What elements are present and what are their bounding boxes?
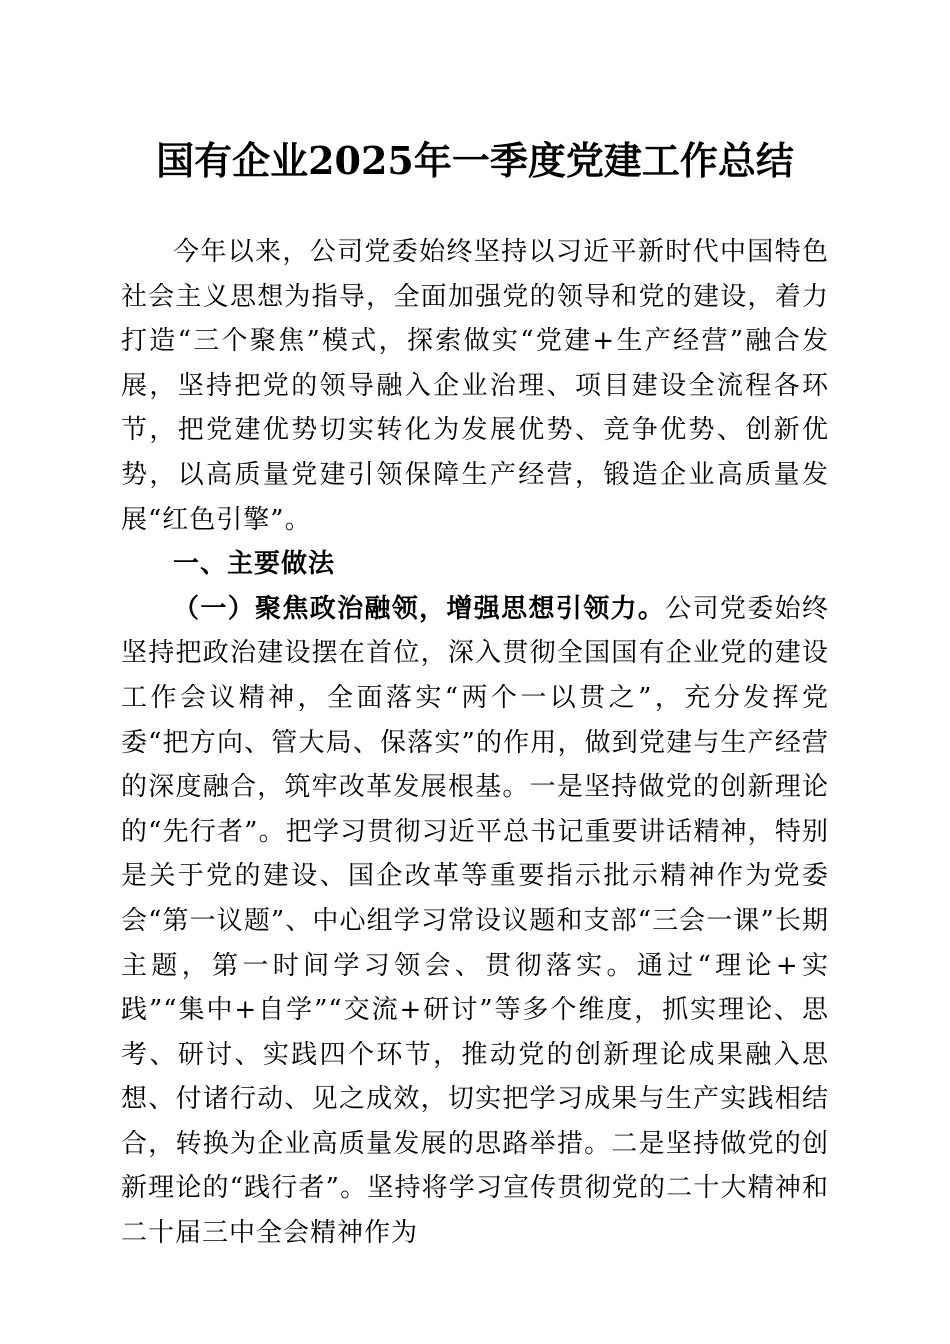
intro-paragraph: 今年以来，公司党委始终坚持以习近平新时代中国特色社会主义思想为指导，全面加强党的领导和党的建设，着力打造“三个聚焦”模式，探索做实“党建+生产经营”融合发展，坚持把党的领导融入企业治理、项目建设全流程各环节，把党建优势切实转化为发展优势、竞争优势、创新优势，以高质量党建引领保障生产经营，锻造企业高质量发展“红色引擎”。 (121, 237, 829, 535)
section-heading: 一、主要做法 (173, 549, 336, 580)
subsection-body: 公司党委始终坚持把政治建设摆在首位，深入贯彻全国国有企业党的建设工作会议精神，全面落实“两个一以贯之”，充分发挥党委“把方向、管大局、保落实”的作用，做到党建与生产经营的深度融合，筑牢改革发展根基。一是坚持做党的创新理论的“先行者”。把学习贯彻习近平总书记重要讲话精神，特别是关于党的建设、国企改革等重要指示批示精神作为党委会“第一议题”、中心组学习常设议题和支部“三会一课”长期主题，第一时间学习领会、贯彻落实。通过“理论+实践”“集中+自学”“交流+研讨”等多个维度，抓实理论、思考、研讨、实践四个环节，推动党的创新理论成果融入思想、付诸行动、见之成效，切实把学习成果与生产实践相结合，转换为企业高质量发展的思路举措。二是坚持做党的创新理论的“践行者”。坚持将学习宣传贯彻党的二十大精神和二十届三中全会精神作为 (121, 593, 829, 1249)
document-title: 国有企业2025年一季度党建工作总结 (156, 138, 794, 183)
document-body (121, 230, 829, 1256)
subsection-paragraph (121, 587, 829, 1256)
subsection-heading: （一）聚焦政治融领，增强思想引领力。 (173, 593, 666, 624)
